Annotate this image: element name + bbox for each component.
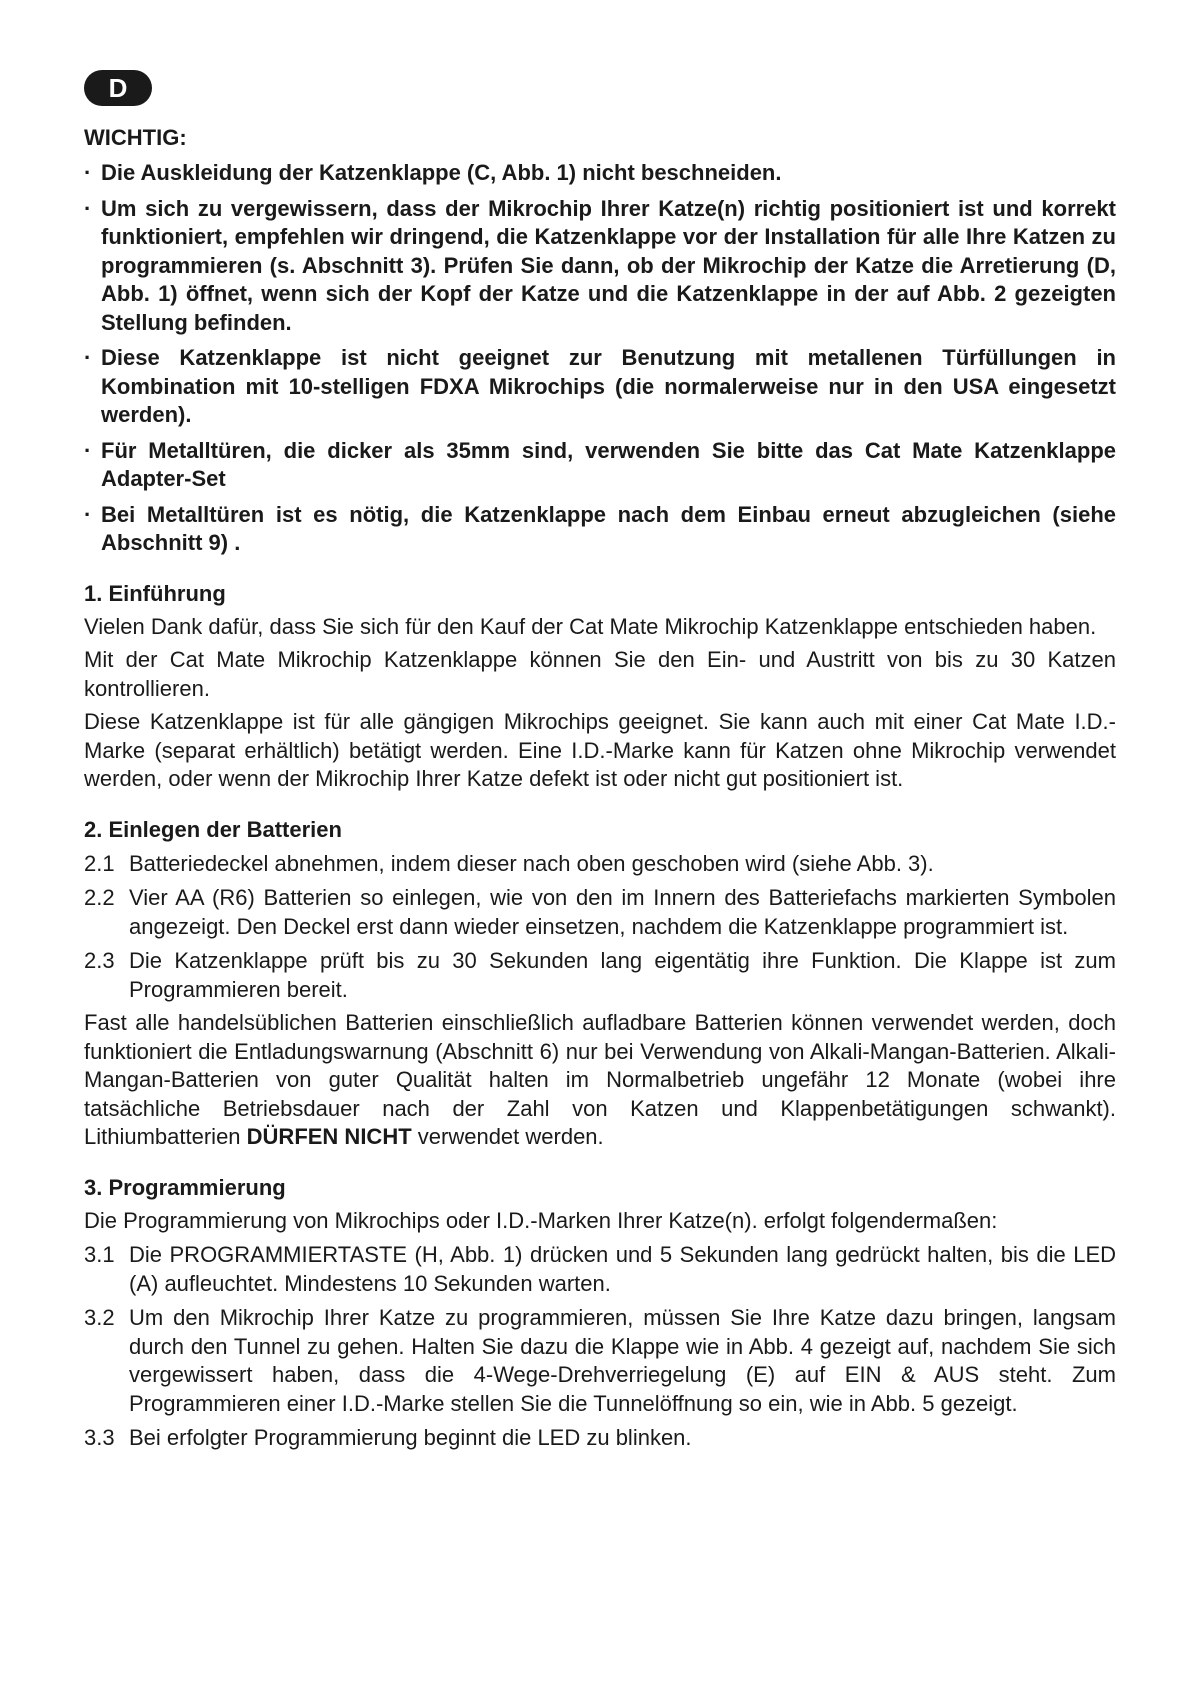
section-3-step: [84, 1424, 1116, 1453]
section-1-paragraph: Vielen Dank dafür, dass Sie sich für den Kauf der Cat Mate Mikrochip Katzenklappe entschieden haben.: [84, 613, 1097, 639]
step-number: 3.1: [84, 1242, 115, 1267]
section-1-paragraph: Mit der Cat Mate Mikrochip Katzenklappe können Sie den Ein- und Austritt von bis zu 30 Katzen kontrollieren.: [84, 647, 1116, 701]
step-text: Vier AA (R6) Batterien so einlegen, wie von den im Innern des Batteriefachs markierten Symbolen angezeigt. Den Deckel erst dann wieder einsetzen, nachdem die Katzenklappe programmiert ist.: [129, 885, 1116, 939]
manual-page: [84, 70, 1116, 1453]
section-3-step: [84, 1304, 1116, 1418]
step-number: 2.1: [84, 850, 115, 876]
important-heading: WICHTIG:: [84, 125, 187, 150]
battery-note-warning: DÜRFEN NICHT: [246, 1124, 412, 1149]
step-text: Um den Mikrochip Ihrer Katze zu programmieren, müssen Sie Ihre Katze dazu bringen, langsam durch den Tunnel zu gehen. Halten Sie dazu die Klappe wie in Abb. 4 gezeigt auf, nachdem Sie sich vergewissert haben, dass die 4-Wege-Drehverriegelung (E) auf EIN & AUS steht. Zum Programmieren einer I.D.-Marke stellen Sie die Tunnelöffnung so ein, wie in Abb. 5 gezeigt.: [129, 1305, 1116, 1416]
section-3-step: [84, 1241, 1116, 1298]
battery-note-end: verwendet werden.: [411, 1124, 604, 1149]
step-text: Die PROGRAMMIERTASTE (H, Abb. 1) drücken und 5 Sekunden lang gedrückt halten, bis die LED (A) aufleuchtet. Mindestens 10 Sekunden warten.: [129, 1242, 1116, 1296]
step-number: 2.2: [84, 885, 115, 910]
step-number: 3.2: [84, 1305, 115, 1330]
important-item: · Bei Metalltüren ist es nötig, die Katzenklappe nach dem Einbau erneut abzugleichen (siehe Abschnitt 9) .: [84, 501, 1116, 558]
step-text: Batteriedeckel abnehmen, indem dieser nach oben geschoben wird (siehe Abb. 3).: [129, 850, 934, 876]
section-1-paragraph: Diese Katzenklappe ist für alle gängigen Mikrochips geeignet. Sie kann auch mit einer Cat Mate I.D.-Marke (separat erhältlich) betätigt werden. Eine I.D.-Marke kann für Katzen ohne Mikrochip verwendet werden, oder wenn der Mikrochip Ihrer Katze defekt ist oder nicht gut positioniert ist.: [84, 709, 1116, 791]
step-text: Die Katzenklappe prüft bis zu 30 Sekunden lang eigentätig ihre Funktion. Die Klappe ist zum Programmieren bereit.: [129, 948, 1116, 1002]
step-text: Bei erfolgter Programmierung beginnt die LED zu blinken.: [129, 1425, 692, 1450]
section-2-step: [84, 947, 1116, 1004]
section-1-title: 1. Einführung: [84, 580, 226, 606]
language-badge: D: [84, 70, 152, 106]
section-2-title: 2. Einlegen der Batterien: [84, 816, 342, 842]
section-2-step: [84, 884, 1116, 941]
battery-note: [84, 1009, 1116, 1152]
battery-note-text: Fast alle handelsüblichen Batterien einschließlich aufladbare Batterien können verwendet werden, doch funktioniert die Entladungswarnung (Abschnitt 6) nur bei Verwendung von Alkali-Mangan-Batterien. Alkali-Mangan-Batterien von guter Qualität halten im Normalbetrieb ungefähr 12 Monate (wobei ihre tatsächliche Betriebsdauer nach der Zahl von Katzen und Klappenbetätigungen schwankt). Lithiumbatterien: [84, 1010, 1116, 1149]
important-item: · Um sich zu vergewissern, dass der Mikrochip Ihrer Katze(n) richtig positioniert ist und korrekt funktioniert, empfehlen wir dringend, die Katzenklappe vor der Installation für alle Ihre Katzen zu programmieren (s. Abschnitt 3). Prüfen Sie dann, ob der Mikrochip der Katze die Arretierung (D, Abb. 1) öffnet, wenn sich der Kopf der Katze und die Katzenklappe in der auf Abb. 2 gezeigten Stellung befinden.: [84, 195, 1116, 338]
important-item: · Diese Katzenklappe ist nicht geeignet zur Benutzung mit metallenen Türfüllungen in Kombination mit 10-stelligen FDXA Mikrochips (die normalerweise nur in den USA eingesetzt werden).: [84, 344, 1116, 430]
section-3-title: 3. Programmierung: [84, 1174, 286, 1200]
step-number: 3.3: [84, 1425, 115, 1450]
important-list: [84, 159, 1116, 558]
section-3-intro: Die Programmierung von Mikrochips oder I.D.-Marken Ihrer Katze(n). erfolgt folgendermaßen:: [84, 1207, 998, 1233]
step-number: 2.3: [84, 948, 115, 973]
important-item: · Für Metalltüren, die dicker als 35mm sind, verwenden Sie bitte das Cat Mate Katzenklappe Adapter-Set: [84, 437, 1116, 494]
important-item: · Die Auskleidung der Katzenklappe (C, Abb. 1) nicht beschneiden.: [84, 159, 1116, 188]
section-2-step: [84, 850, 1116, 879]
